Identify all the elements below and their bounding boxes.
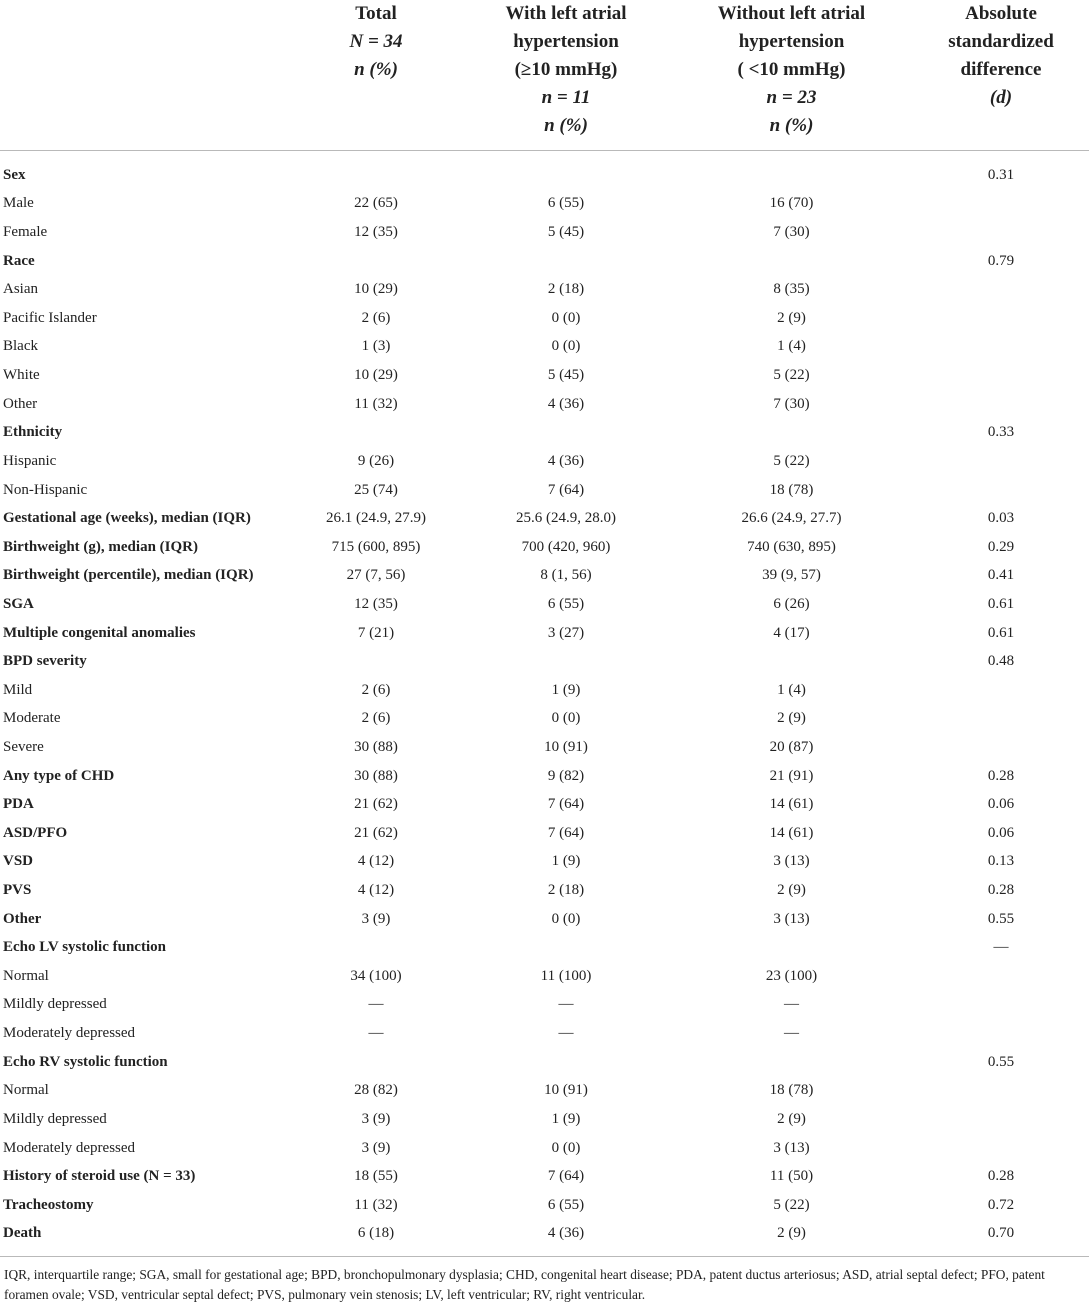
- row-label: Ethnicity: [3, 424, 63, 441]
- row-label: Tracheostomy: [3, 1196, 94, 1213]
- cell-total: 22 (65): [354, 195, 398, 212]
- cell-with-lah: 4 (36): [547, 395, 585, 412]
- header-with-lah: With left atrial hypertension (≥10 mmHg) n = 11 n (%): [462, 0, 670, 151]
- cell-std-difference: [913, 275, 1089, 304]
- cell-std-difference: 0.03: [987, 510, 1015, 527]
- row-label: Pacific Islander: [3, 309, 97, 326]
- cell-std-difference: —: [993, 939, 1009, 956]
- cell-with-lah: —: [558, 1025, 574, 1042]
- cell-std-difference: [913, 447, 1089, 476]
- row-label: Death: [3, 1225, 42, 1242]
- cell-without-lah: 16 (70): [769, 195, 814, 212]
- cell-std-difference: [913, 361, 1089, 390]
- cell-with-lah: 6 (55): [547, 1196, 585, 1213]
- cell-without-lah: 5 (22): [773, 367, 810, 384]
- table-row: [0, 504, 1089, 533]
- cell-total: 4 (12): [357, 853, 395, 870]
- row-label: Multiple congenital anomalies: [3, 624, 196, 641]
- cell-std-difference: [913, 1019, 1089, 1048]
- cell-total: [290, 647, 462, 676]
- table-row: [0, 619, 1089, 648]
- row-label: Mildly depressed: [3, 996, 107, 1013]
- cell-total: [290, 418, 462, 447]
- row-label: Normal: [3, 967, 49, 984]
- cell-with-lah: 0 (0): [551, 338, 581, 355]
- table-row: [0, 819, 1089, 848]
- table-row: [0, 1134, 1089, 1163]
- table-row: [0, 418, 1089, 447]
- table-body: [0, 151, 1089, 1249]
- cell-std-difference: [913, 962, 1089, 991]
- cell-without-lah: 5 (22): [773, 452, 810, 469]
- table-row: [0, 190, 1089, 219]
- cell-with-lah: —: [558, 996, 574, 1013]
- cell-without-lah: 7 (30): [773, 224, 810, 241]
- row-label: Birthweight (percentile), median (IQR): [3, 567, 254, 584]
- row-label: Hispanic: [3, 452, 57, 469]
- cell-with-lah: 5 (45): [547, 224, 585, 241]
- cell-without-lah: 2 (9): [777, 1110, 806, 1127]
- cell-total: [290, 1048, 462, 1077]
- table-row: [0, 1077, 1089, 1106]
- cell-without-lah: [670, 418, 913, 447]
- cell-without-lah: [670, 247, 913, 276]
- table-row: [0, 962, 1089, 991]
- cell-total: 2 (6): [361, 309, 391, 326]
- cell-std-difference: [913, 218, 1089, 247]
- cell-without-lah: 1 (4): [777, 338, 806, 355]
- cell-total: [290, 151, 462, 190]
- cell-std-difference: [913, 733, 1089, 762]
- cell-total: 10 (29): [354, 281, 398, 298]
- table-row: [0, 218, 1089, 247]
- cell-without-lah: [670, 151, 913, 190]
- cell-with-lah: 1 (9): [551, 853, 581, 870]
- cell-with-lah: 1 (9): [551, 1110, 581, 1127]
- table-row: [0, 1191, 1089, 1220]
- row-label: ASD/PFO: [3, 824, 68, 841]
- table-row: [0, 333, 1089, 362]
- table-row: [0, 562, 1089, 591]
- row-label: Black: [3, 338, 38, 355]
- cell-std-difference: [913, 333, 1089, 362]
- row-label: Moderately depressed: [3, 1139, 136, 1156]
- table-row: [0, 790, 1089, 819]
- table-row: [0, 1162, 1089, 1191]
- cell-std-difference: 0.72: [987, 1196, 1015, 1213]
- cell-without-lah: 2 (9): [777, 1225, 806, 1242]
- header-std-difference: Absolute standardized difference (d): [913, 0, 1089, 151]
- table-row: [0, 590, 1089, 619]
- table-row: [0, 275, 1089, 304]
- cell-total: 34 (100): [350, 967, 402, 984]
- cell-with-lah: 0 (0): [551, 910, 581, 927]
- cell-std-difference: 0.06: [987, 796, 1015, 813]
- cell-without-lah: 3 (13): [773, 1139, 810, 1156]
- row-label: Female: [3, 224, 48, 241]
- row-label: Moderately depressed: [3, 1025, 136, 1042]
- cell-with-lah: [462, 247, 670, 276]
- cell-with-lah: [462, 1048, 670, 1077]
- table-row: [0, 848, 1089, 877]
- cell-with-lah: 10 (91): [544, 1082, 588, 1099]
- cell-total: 26.1 (24.9, 27.9): [326, 510, 426, 527]
- cell-with-lah: 7 (64): [547, 481, 585, 498]
- cell-total: 30 (88): [354, 738, 398, 755]
- row-label: VSD: [3, 853, 34, 870]
- row-label: Non-Hispanic: [3, 481, 88, 498]
- row-label: Race: [3, 252, 35, 269]
- row-label: SGA: [3, 595, 34, 612]
- table-row: [0, 733, 1089, 762]
- cell-without-lah: 740 (630, 895): [747, 538, 836, 555]
- row-label: Mild: [3, 681, 33, 698]
- cell-with-lah: [462, 418, 670, 447]
- cell-with-lah: 7 (64): [547, 1168, 585, 1185]
- cell-without-lah: 2 (9): [777, 309, 806, 326]
- cell-without-lah: —: [784, 996, 799, 1013]
- cell-std-difference: [913, 1077, 1089, 1106]
- header-row: [0, 0, 1089, 151]
- cell-total: 4 (12): [357, 882, 395, 899]
- cell-std-difference: 0.61: [987, 624, 1015, 641]
- cell-with-lah: 2 (18): [547, 882, 585, 899]
- cell-total: —: [368, 996, 384, 1013]
- cell-without-lah: 21 (91): [769, 767, 814, 784]
- row-label: Other: [3, 910, 42, 927]
- table-row: [0, 533, 1089, 562]
- table-row: [0, 1019, 1089, 1048]
- cell-with-lah: 7 (64): [547, 796, 585, 813]
- cell-std-difference: 0.31: [987, 166, 1015, 183]
- cell-total: [290, 247, 462, 276]
- cell-without-lah: 2 (9): [777, 710, 806, 727]
- header-label-column: [0, 0, 290, 151]
- cell-with-lah: 11 (100): [540, 967, 592, 984]
- cell-without-lah: 14 (61): [769, 796, 814, 813]
- row-label: Gestational age (weeks), median (IQR): [3, 510, 251, 527]
- cell-total: 21 (62): [354, 824, 398, 841]
- table-row: [0, 390, 1089, 419]
- table-row: [0, 304, 1089, 333]
- cell-std-difference: [913, 1134, 1089, 1163]
- table-row: [0, 991, 1089, 1020]
- table-footnote: IQR, interquartile range; SGA, small for gestational age; BPD, bronchopulmonary dysplasia; CHD, congenital heart disease; PDA, patent ductus arteriosus; ASD, atrial septal defect; PFO, patent foramen ovale; VSD, ventricular septal defect; PVS, pulmonary vein stenosis; LV, left ventricular; RV, right ventricular.: [0, 1256, 1089, 1305]
- cell-with-lah: 4 (36): [547, 452, 585, 469]
- row-label: History of steroid use (N = 33): [3, 1168, 196, 1185]
- row-label: Normal: [3, 1082, 49, 1099]
- cell-with-lah: 0 (0): [551, 1139, 581, 1156]
- cell-std-difference: 0.41: [987, 567, 1015, 584]
- cell-without-lah: 2 (9): [777, 882, 806, 899]
- cell-with-lah: 7 (64): [547, 824, 585, 841]
- cell-with-lah: 2 (18): [547, 281, 585, 298]
- row-label: Birthweight (g), median (IQR): [3, 538, 198, 555]
- cell-std-difference: 0.28: [987, 882, 1015, 899]
- cell-with-lah: 4 (36): [547, 1225, 585, 1242]
- cell-total: 3 (9): [361, 1110, 391, 1127]
- cell-without-lah: 7 (30): [773, 395, 810, 412]
- row-label: Moderate: [3, 710, 61, 727]
- cell-with-lah: [462, 647, 670, 676]
- row-label: BPD severity: [3, 653, 87, 670]
- cell-without-lah: 26.6 (24.9, 27.7): [741, 510, 842, 527]
- table-row: [0, 1048, 1089, 1077]
- row-label: PVS: [3, 882, 32, 899]
- cell-std-difference: 0.61: [987, 595, 1015, 612]
- header-total: Total N = 34 n (%): [290, 0, 462, 151]
- cell-total: 715 (600, 895): [331, 538, 421, 555]
- row-label: Any type of CHD: [3, 767, 115, 784]
- cell-with-lah: 0 (0): [551, 710, 581, 727]
- cell-with-lah: 0 (0): [551, 309, 581, 326]
- cell-without-lah: —: [784, 1025, 799, 1042]
- row-label: Sex: [3, 166, 26, 183]
- cell-without-lah: 18 (78): [769, 481, 814, 498]
- cell-with-lah: 6 (55): [547, 195, 585, 212]
- cell-total: 30 (88): [354, 767, 398, 784]
- header-without-lah: Without left atrial hypertension ( <10 mmHg) n = 23 n (%): [670, 0, 913, 151]
- cell-without-lah: 23 (100): [765, 967, 818, 984]
- row-label: White: [3, 367, 40, 384]
- cell-total: 12 (35): [354, 224, 398, 241]
- table-row: [0, 1105, 1089, 1134]
- cell-total: 11 (32): [354, 395, 398, 412]
- cell-std-difference: 0.13: [987, 853, 1015, 870]
- cell-std-difference: [913, 390, 1089, 419]
- cell-total: 25 (74): [354, 481, 398, 498]
- table-row: [0, 447, 1089, 476]
- cell-with-lah: 5 (45): [547, 367, 585, 384]
- row-label: Mildly depressed: [3, 1110, 107, 1127]
- cell-without-lah: [670, 1048, 913, 1077]
- cell-with-lah: 1 (9): [551, 681, 581, 698]
- cell-total: —: [368, 1025, 384, 1042]
- cell-total: 18 (55): [354, 1168, 398, 1185]
- cell-std-difference: [913, 304, 1089, 333]
- cell-with-lah: 6 (55): [547, 595, 585, 612]
- cell-total: 21 (62): [354, 796, 398, 813]
- cell-std-difference: 0.55: [987, 910, 1015, 927]
- cell-std-difference: [913, 705, 1089, 734]
- table-row: [0, 247, 1089, 276]
- table-row: [0, 476, 1089, 505]
- row-label: Echo RV systolic function: [3, 1053, 168, 1070]
- cell-total: 28 (82): [354, 1082, 398, 1099]
- cell-with-lah: 8 (1, 56): [540, 567, 592, 584]
- cell-std-difference: 0.06: [987, 824, 1015, 841]
- row-label: Other: [3, 395, 38, 412]
- cell-total: 2 (6): [361, 681, 391, 698]
- table-row: [0, 762, 1089, 791]
- cell-std-difference: 0.33: [987, 424, 1015, 441]
- cell-total: 9 (26): [357, 452, 395, 469]
- table-row: [0, 676, 1089, 705]
- cell-total: 12 (35): [354, 595, 398, 612]
- cell-without-lah: 20 (87): [769, 738, 814, 755]
- cell-total: 11 (32): [354, 1196, 398, 1213]
- cell-total: 3 (9): [361, 1139, 391, 1156]
- cell-without-lah: 3 (13): [773, 853, 810, 870]
- cell-with-lah: 25.6 (24.9, 28.0): [516, 510, 616, 527]
- cell-without-lah: 14 (61): [769, 824, 814, 841]
- cell-std-difference: 0.48: [987, 653, 1015, 670]
- cell-total: [290, 933, 462, 962]
- cell-with-lah: [462, 933, 670, 962]
- cell-std-difference: [913, 476, 1089, 505]
- table-row: [0, 647, 1089, 676]
- table-row: [0, 361, 1089, 390]
- cell-total: 7 (21): [357, 624, 395, 641]
- cell-with-lah: [462, 151, 670, 190]
- cell-without-lah: [670, 647, 913, 676]
- row-label: Severe: [3, 738, 44, 755]
- cell-std-difference: 0.28: [987, 1168, 1015, 1185]
- cell-with-lah: 700 (420, 960): [521, 538, 611, 555]
- cell-std-difference: 0.70: [987, 1225, 1015, 1242]
- cell-with-lah: 9 (82): [547, 767, 585, 784]
- cell-std-difference: 0.28: [987, 767, 1015, 784]
- cell-total: 3 (9): [361, 910, 391, 927]
- table-row: [0, 151, 1089, 190]
- row-label: Male: [3, 195, 34, 212]
- table-row: [0, 1220, 1089, 1249]
- cell-without-lah: 1 (4): [777, 681, 806, 698]
- cell-without-lah: 18 (78): [769, 1082, 814, 1099]
- cell-total: 6 (18): [357, 1225, 395, 1242]
- cell-without-lah: 4 (17): [773, 624, 810, 641]
- cell-total: 27 (7, 56): [346, 567, 406, 584]
- cell-std-difference: 0.55: [987, 1053, 1015, 1070]
- cell-std-difference: [913, 1105, 1089, 1134]
- cell-without-lah: 6 (26): [773, 595, 810, 612]
- cell-without-lah: 8 (35): [773, 281, 810, 298]
- cell-without-lah: 11 (50): [769, 1168, 814, 1185]
- cell-std-difference: [913, 676, 1089, 705]
- cell-total: 1 (3): [361, 338, 391, 355]
- cell-std-difference: [913, 991, 1089, 1020]
- cell-with-lah: 10 (91): [544, 738, 588, 755]
- cell-with-lah: 3 (27): [547, 624, 585, 641]
- row-label: Echo LV systolic function: [3, 939, 166, 956]
- cell-without-lah: [670, 933, 913, 962]
- table-row: [0, 705, 1089, 734]
- cell-without-lah: 39 (9, 57): [762, 567, 821, 584]
- cell-total: 2 (6): [361, 710, 391, 727]
- table-row: [0, 876, 1089, 905]
- cell-std-difference: [913, 190, 1089, 219]
- cell-without-lah: 5 (22): [773, 1196, 810, 1213]
- cell-std-difference: 0.79: [987, 252, 1015, 269]
- cell-total: 10 (29): [354, 367, 398, 384]
- row-label: PDA: [3, 796, 34, 813]
- table-row: [0, 905, 1089, 934]
- cell-without-lah: 3 (13): [773, 910, 810, 927]
- cell-std-difference: 0.29: [987, 538, 1015, 555]
- row-label: Asian: [3, 281, 38, 298]
- table-row: [0, 933, 1089, 962]
